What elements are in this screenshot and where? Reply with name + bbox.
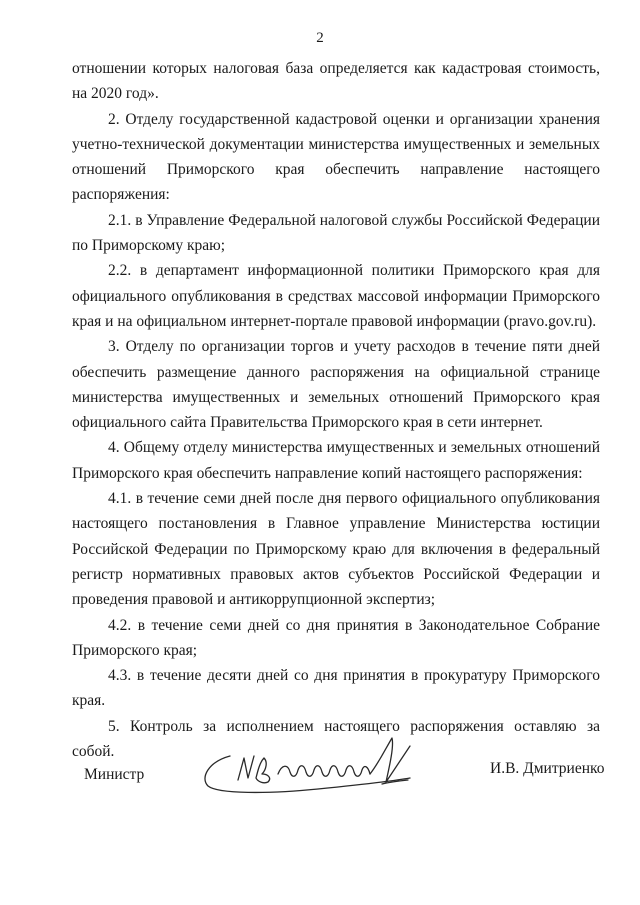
paragraph-continuation: отношении которых налоговая база определяется как кадастровая стоимость, на 2020 год». [72, 60, 600, 103]
paragraph-item-2-1: 2.1. в Управление Федеральной налоговой службы Российской Федерации по Приморскому краю; [72, 211, 600, 255]
paragraph-item-5: 5. Контроль за исполнением настоящего распоряжения оставляю за собой. [72, 717, 600, 761]
signature-block [0, 728, 640, 808]
paragraph-item-4-2: 4.2. в течение семи дней со дня принятия в Законодательное Собрание Приморского края; [72, 616, 600, 659]
page-number: 2 [316, 30, 324, 46]
signatory-name: И.В. Дмитриенко [490, 760, 605, 777]
paragraph-item-3: 3. Отделу по организации торгов и учету расходов в течение пяти дней обеспечить размещение данного распоряжения на официальной странице министерства имущественных и земельных отношений Приморского края официального сайта Правительства Приморского края в сети интернет. [72, 338, 600, 432]
paragraph-item-2-2: 2.2. в департамент информационной политики Приморского края для официального опубликования в средствах массовой информации Приморского края и на официальном интернет-портале правовой информации (pravo.gov.ru). [72, 262, 600, 330]
paragraph-item-4: 4. Общему отделу министерства имущественных и земельных отношений Приморского края обеспечить направление копий настоящего распоряжения: [72, 439, 600, 482]
paragraph-item-4-3: 4.3. в течение десяти дней со дня принятия в прокуратуру Приморского края. [72, 667, 600, 710]
paragraph-item-2: 2. Отделу государственной кадастровой оценки и организации хранения учетно-технической документации министерства имущественных и земельных отношений Приморского края обеспечить направление настоящего распоряжения: [72, 110, 600, 204]
handwritten-signature [198, 734, 430, 806]
signatory-title: Министр [84, 766, 145, 783]
document-body [72, 56, 600, 764]
paragraph-item-4-1: 4.1. в течение семи дней после дня первого официального опубликования настоящего постановления в Главное управление Министерства юстиции Российской Федерации по Приморскому краю для включения в федеральный регистр нормативных правовых актов субъектов Российской Федерации и проведения правовой и антикоррупционной экспертиз; [72, 490, 600, 609]
